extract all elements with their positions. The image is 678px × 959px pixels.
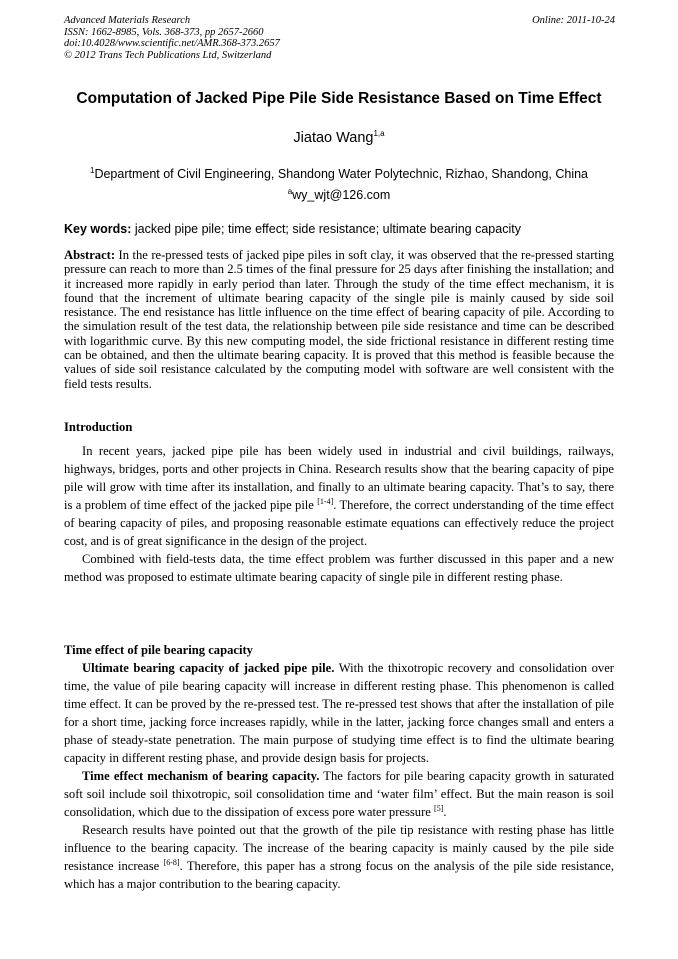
affil-sup: 1 — [89, 165, 95, 175]
section-heading: Introduction — [64, 420, 133, 434]
keywords-label: Key words: — [64, 222, 132, 236]
citation: [1-4] — [317, 496, 334, 506]
paragraph: In recent years, jacked pipe pile has been widely used in industrial and civil buildings, railways, highways, bridges, ports and other projects in China. Research results show that the bearing capacity of pipe pile will grow with time after its installation, and finally to an ultimate bearing capacity. That’s to say, there is a problem of time effect of the jacked pipe pile [1-4]. Therefore, the correct understanding of the time effect of bearing capacity of piles, and proposing reasonable estimate equations can effectively reduce the project cost, and is of great significance in the design of the project. — [64, 444, 614, 548]
email: wy_wjt@126.com — [292, 188, 391, 202]
affil-text: Department of Civil Engineering, Shandong Water Polytechnic, Rizhao, Shandong, China — [94, 167, 589, 181]
keywords-text: jacked pipe pile; time effect; side resistance; ultimate bearing capacity — [131, 222, 521, 236]
email-sup: a — [287, 186, 293, 196]
abstract-label: Abstract: — [64, 248, 116, 262]
abstract-text: In the re-pressed tests of jacked pipe piles in soft clay, it was observed that the re-pressed starting pressure can reach to more than 2.5 times of the final pressure for 25 days after finishing the installation; and it increased more rapidly in early period than later. Through the study of the time effect mechanism, it is found that the increment of ultimate bearing capacity of the single pile is mainly caused by side soil resistance. The end resistance has little influence on the time effect of bearing capacity of pile. According to the simulation result of the test data, the relationship between pile side resistance and time can be described with logarithmic curve. By this new computing model, the side frictional resistance in different resting time can be obtained, and then the ultimate bearing capacity. It is proved that this method is feasible because the values of side soil resistance calculated by the computing model with software are well consistent with the field tests results. — [64, 248, 614, 391]
section-heading: Time effect of pile bearing capacity — [64, 643, 253, 657]
issn: ISSN: 1662-8985, Vols. 368-373, pp 2657-2660 — [64, 26, 264, 38]
doi: doi:10.4028/www.scientific.net/AMR.368-373.2657 — [64, 38, 280, 49]
author-name: Jiatao Wang — [293, 130, 374, 146]
affiliation — [64, 164, 614, 206]
paragraph: Ultimate bearing capacity of jacked pipe pile. With the thixotropic recovery and consolidation over time, the value of pile bearing capacity will increase in different resting phase. This phenomenon is called time effect. It can be proved by the re-pressed test. The re-pressed test shows that after the installation of pile for a short time, jacking force increases rapidly, while in the latter, jacking force changes small and enters a phase of steady-state penetration. The main purpose of studying time effect is to find the ultimate bearing capacity in different resting phase, and provide design basis for projects. — [64, 661, 614, 765]
time-effect-section — [64, 643, 614, 893]
author-sup: 1,a — [373, 129, 385, 139]
author — [64, 130, 614, 146]
journal-name: Advanced Materials Research — [64, 15, 191, 26]
paragraph: Time effect mechanism of bearing capacity. The factors for pile bearing capacity growth in saturated soft soil include soil thixotropic, soil consolidation time and ‘water film’ effect. But the main reason is soil consolidation, which due to the dissipation of excess pore water pressure [5]. — [64, 769, 614, 819]
keywords — [64, 222, 614, 236]
paper-title: Computation of Jacked Pipe Pile Side Resistance Based on Time Effect — [76, 90, 602, 107]
paragraph: Combined with field-tests data, the time effect problem was further discussed in this paper and a new method was proposed to estimate ultimate bearing capacity of single pile in different resting phase. — [64, 552, 614, 584]
online-date: Online: 2011-10-24 — [532, 15, 615, 26]
citation: [6-8] — [163, 857, 180, 867]
abstract — [64, 248, 614, 391]
citation: [5] — [434, 803, 444, 813]
paragraph: Research results have pointed out that the growth of the pile tip resistance with resting phase has little influence to the bearing capacity. The increase of the bearing capacity is mainly caused by the pile side resistance increase [6-8]. Therefore, this paper has a strong focus on the analysis of the pile side resistance, which has a major contribution to the bearing capacity. — [64, 823, 614, 891]
introduction-section — [64, 420, 614, 586]
copyright: © 2012 Trans Tech Publications Ltd, Switzerland — [64, 49, 272, 61]
